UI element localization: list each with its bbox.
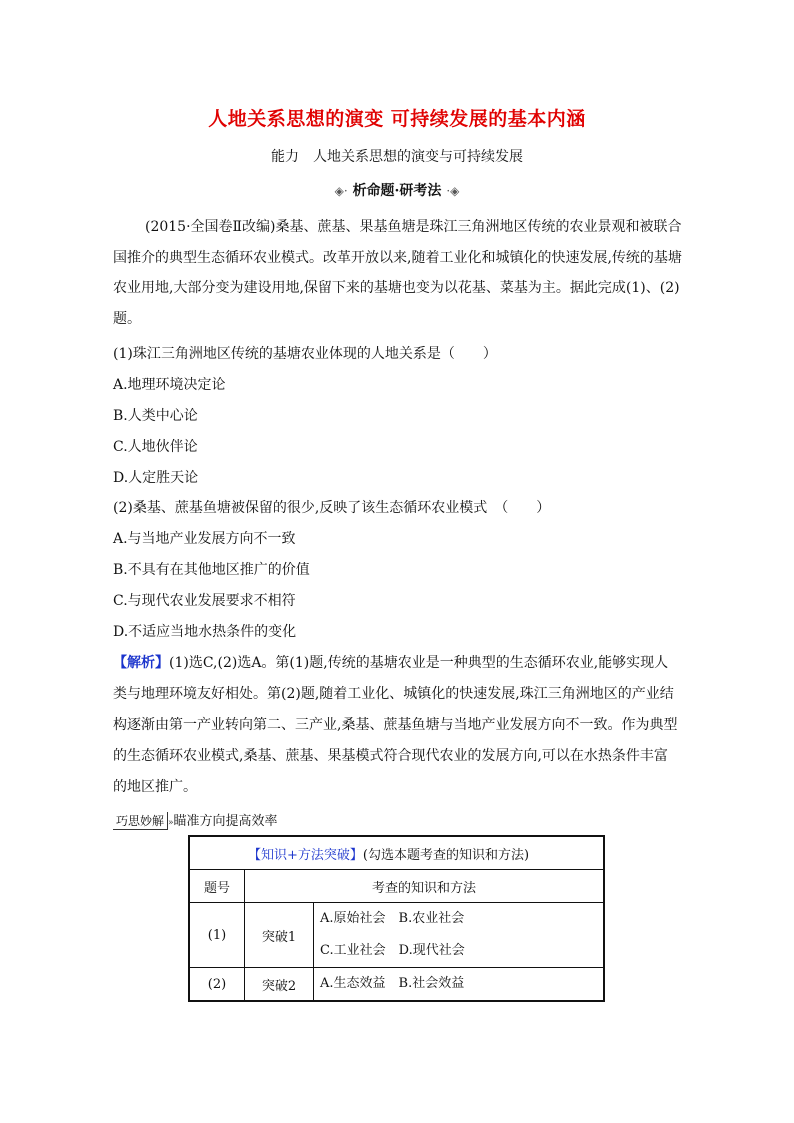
question-1-option-b: B.人类中心论 bbox=[113, 408, 198, 424]
question-intro: (2015·全国卷Ⅱ改编)桑基、蔗基、果基鱼塘是珠江三角洲地区传统的农业景观和被联合国推介的典型生态循环农业模式。改革开放以来,随着工业化和城镇化的快速发展,传统的基塘农业用地,大部分变为建设用地,保留下来的基塘也变为以花基、菜基为主。据此完成(1)、(2)题。 bbox=[113, 219, 682, 328]
row-options bbox=[314, 903, 605, 968]
knowledge-table bbox=[188, 835, 605, 1002]
tip-badge: 巧思妙解 bbox=[113, 812, 168, 830]
question-2-option-d: D.不适应当地水热条件的变化 bbox=[113, 624, 297, 640]
question-1-option-d: D.人定胜天论 bbox=[113, 470, 199, 486]
tip-text: 瞄准方向提高效率 bbox=[173, 814, 278, 829]
page-title: 人地关系思想的演变 可持续发展的基本内涵 bbox=[208, 108, 586, 130]
row-breakthrough: 突破2 bbox=[245, 968, 314, 1002]
question-1-option-a: A.地理环境决定论 bbox=[113, 377, 226, 393]
row-question-no: (2) bbox=[189, 968, 245, 1002]
header-question-no: 题号 bbox=[189, 870, 245, 903]
analysis-line-4: 的生态循环农业模式,桑基、蔗基、果基模式符合现代农业的发展方向,可以在水热条件丰富 bbox=[113, 748, 668, 764]
question-1-stem: (1)珠江三角洲地区传统的基塘农业体现的人地关系是（ ） bbox=[113, 346, 497, 362]
table-row bbox=[189, 968, 604, 1002]
analysis-line-3: 构逐渐由第一产业转向第二、三产业,桑基、蔗基鱼塘与当地产业发展方向不一致。作为典型 bbox=[113, 717, 678, 733]
row-question-no: (1) bbox=[189, 903, 245, 968]
ornament-right-icon: ·◈ bbox=[446, 184, 460, 198]
question-2-option-b: B.不具有在其他地区推广的价值 bbox=[113, 562, 310, 578]
question-2-option-a: A.与当地产业发展方向不一致 bbox=[113, 531, 296, 547]
analysis-tag: 【解析】 bbox=[113, 655, 169, 671]
knowledge-table-heading: 【知识+方法突破】(勾选本题考查的知识和方法) bbox=[189, 836, 604, 870]
option-line[interactable]: A.生态效益 B.社会效益 bbox=[320, 976, 465, 991]
table-row bbox=[189, 903, 604, 968]
ornament-left-icon: ◈· bbox=[334, 184, 348, 198]
question-1-option-c: C.人地伙伴论 bbox=[113, 439, 198, 455]
header-knowledge: 考查的知识和方法 bbox=[245, 870, 605, 903]
tip-heading bbox=[113, 810, 278, 830]
tip-arrow-icon: » bbox=[168, 818, 174, 828]
analysis-line-1: 【解析】(1)选C,(2)选A。第(1)题,传统的基塘农业是一种典型的生态循环农业,能够实现人 bbox=[113, 655, 669, 671]
question-2-stem: (2)桑基、蔗基鱼塘被保留的很少,反映了该生态循环农业模式 （ ） bbox=[113, 500, 551, 516]
section-banner-text: 析命题·研考法 bbox=[352, 183, 442, 199]
option-line[interactable]: C.工业社会 D.现代社会 bbox=[320, 943, 465, 958]
row-options bbox=[314, 968, 605, 1002]
page-subtitle: 能力 人地关系思想的演变与可持续发展 bbox=[271, 149, 523, 165]
knowledge-table-heading-tag: 【知识+方法突破】 bbox=[248, 847, 363, 863]
option-line[interactable]: A.原始社会 B.农业社会 bbox=[320, 911, 465, 926]
question-2-option-c: C.与现代农业发展要求不相符 bbox=[113, 593, 296, 609]
row-breakthrough: 突破1 bbox=[245, 903, 314, 968]
section-banner bbox=[0, 180, 794, 200]
analysis-line-2: 类与地理环境友好相处。第(2)题,随着工业化、城镇化的快速发展,珠江三角洲地区的产业结 bbox=[113, 686, 674, 702]
analysis-line-5: 的地区推广。 bbox=[113, 779, 197, 795]
